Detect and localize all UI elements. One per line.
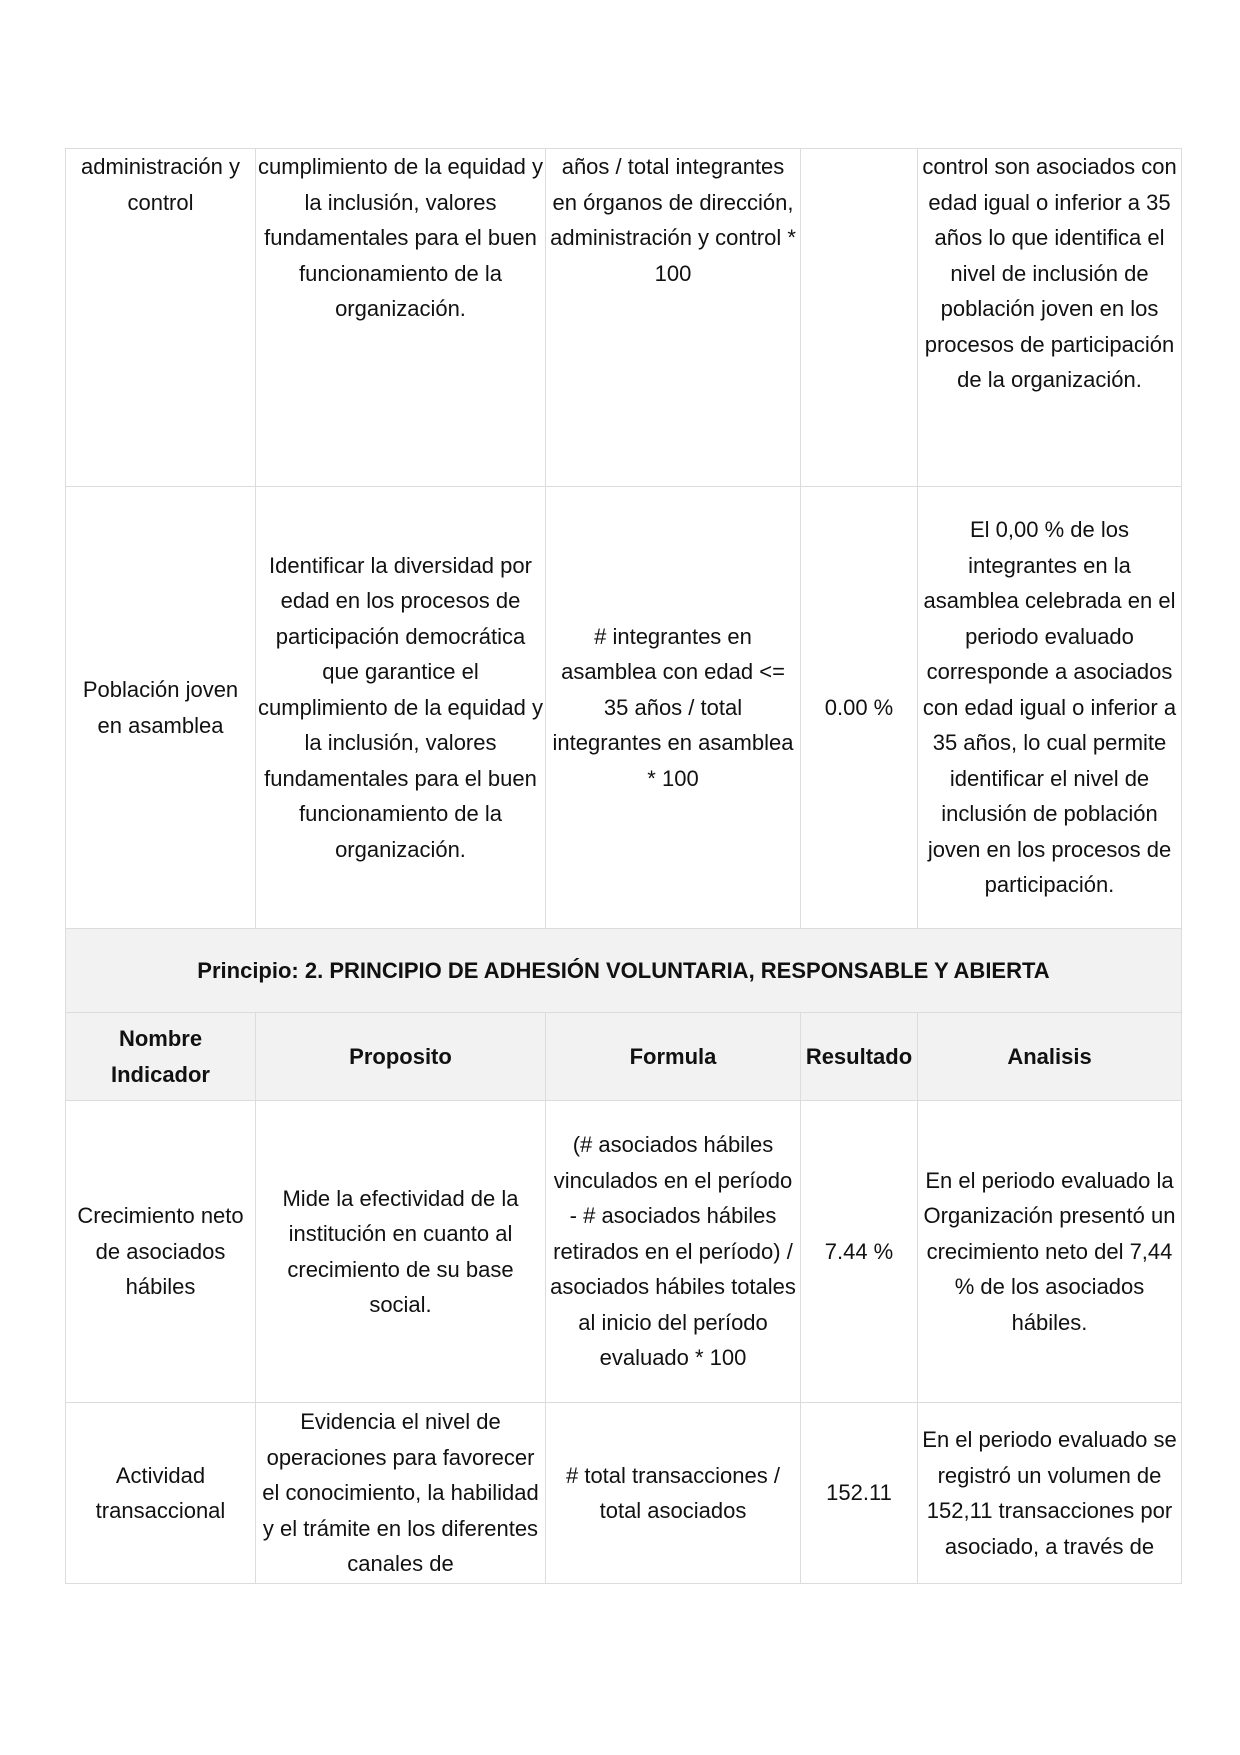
cell-resultado: 0.00 % <box>801 487 918 929</box>
cell-analisis: El 0,00 % de los integrantes en la asamblea celebrada en el periodo evaluado corresponde a asociados con edad igual o inferior a 35 años, lo cual permite identificar el nivel de inclusión de población joven en los procesos de participación. <box>918 487 1182 929</box>
table-row <box>66 1101 1182 1403</box>
cell-nombre: Actividad transaccional <box>66 1403 256 1584</box>
cell-analisis: En el periodo evaluado se registró un volumen de 152,11 transacciones por asociado, a través de <box>918 1403 1182 1584</box>
cell-nombre: administración y control <box>66 149 256 487</box>
cell-proposito: Identificar la diversidad por edad en los procesos de participación democrática que garantice el cumplimiento de la equidad y la inclusión, valores fundamentales para el buen funcionamiento de la organización. <box>256 487 546 929</box>
table-row <box>66 487 1182 929</box>
cell-analisis: En el periodo evaluado la Organización presentó un crecimiento neto del 7,44 % de los asociados hábiles. <box>918 1101 1182 1403</box>
header-resultado: Resultado <box>801 1013 918 1101</box>
table-row <box>66 149 1182 487</box>
cell-proposito: Mide la efectividad de la institución en cuanto al crecimiento de su base social. <box>256 1101 546 1403</box>
cell-nombre: Población joven en asamblea <box>66 487 256 929</box>
cell-analisis: control son asociados con edad igual o inferior a 35 años lo que identifica el nivel de inclusión de población joven en los procesos de participación de la organización. <box>918 149 1182 487</box>
header-nombre: Nombre Indicador <box>66 1013 256 1101</box>
header-proposito: Proposito <box>256 1013 546 1101</box>
cell-nombre: Crecimiento neto de asociados hábiles <box>66 1101 256 1403</box>
cell-proposito: cumplimiento de la equidad y la inclusión, valores fundamentales para el buen funcionamiento de la organización. <box>256 149 546 487</box>
table-row <box>66 1403 1182 1584</box>
indicators-table <box>65 148 1182 1584</box>
cell-formula: # total transacciones / total asociados <box>546 1403 801 1584</box>
cell-formula: años / total integrantes en órganos de dirección, administración y control * 100 <box>546 149 801 487</box>
header-analisis: Analisis <box>918 1013 1182 1101</box>
cell-formula: # integrantes en asamblea con edad <= 35 años / total integrantes en asamblea * 100 <box>546 487 801 929</box>
cell-resultado <box>801 149 918 487</box>
cell-resultado: 152.11 <box>801 1403 918 1584</box>
cell-resultado: 7.44 % <box>801 1101 918 1403</box>
header-formula: Formula <box>546 1013 801 1101</box>
section-row <box>66 929 1182 1013</box>
section-title: Principio: 2. PRINCIPIO DE ADHESIÓN VOLUNTARIA, RESPONSABLE Y ABIERTA <box>66 929 1182 1013</box>
header-row <box>66 1013 1182 1101</box>
cell-formula: (# asociados hábiles vinculados en el período - # asociados hábiles retirados en el período) / asociados hábiles totales al inicio del período evaluado * 100 <box>546 1101 801 1403</box>
cell-proposito: Evidencia el nivel de operaciones para favorecer el conocimiento, la habilidad y el trámite en los diferentes canales de <box>256 1403 546 1584</box>
